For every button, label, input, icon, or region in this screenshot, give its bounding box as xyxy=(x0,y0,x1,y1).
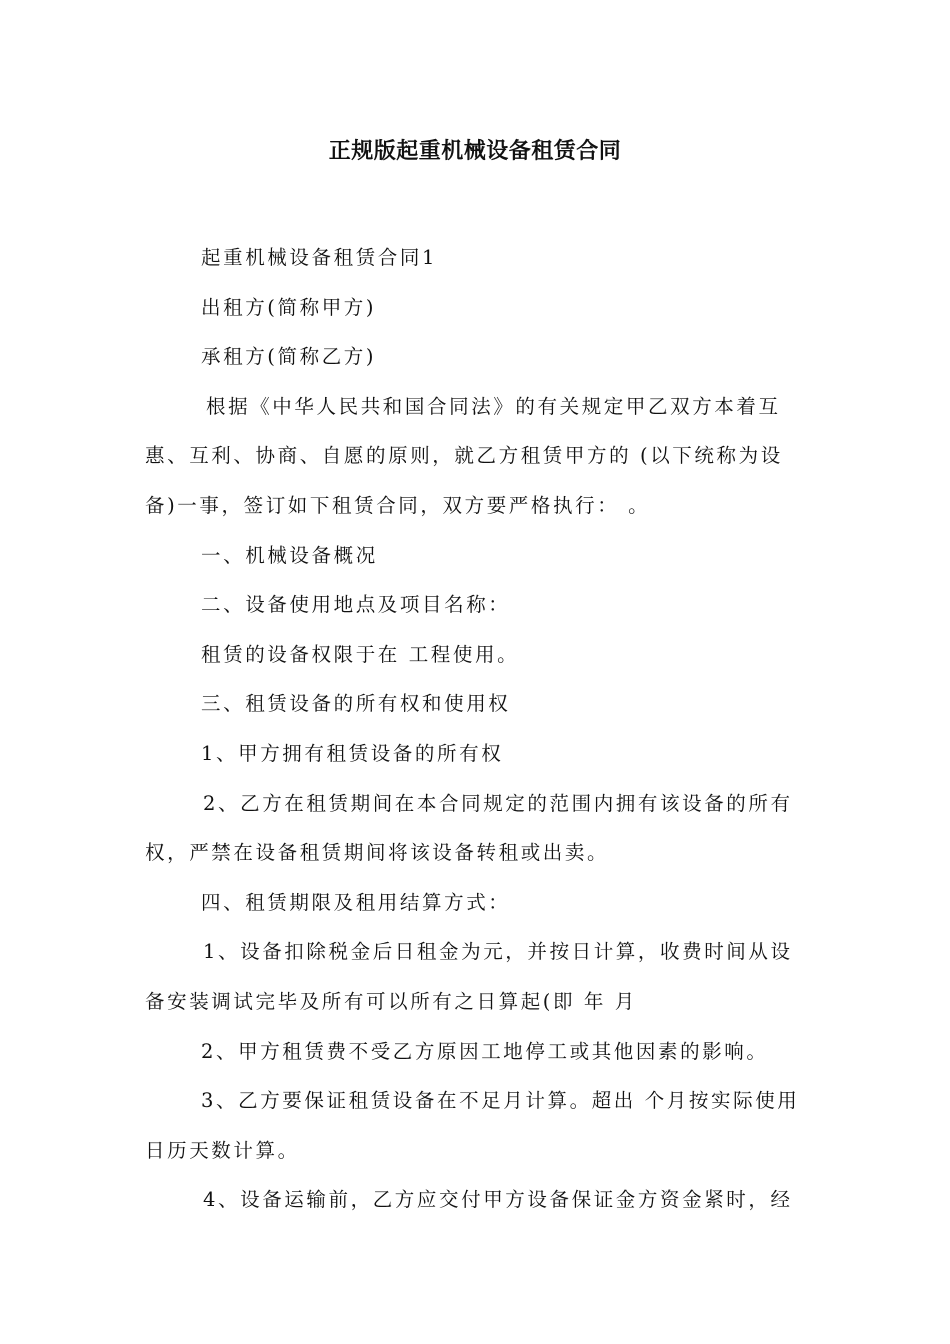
list-item: 2、甲方租赁费不受乙方原因工地停工或其他因素的影响。 xyxy=(201,1039,769,1063)
paragraph-line: 日历天数计算。 xyxy=(145,1138,300,1162)
paragraph-line: 权，严禁在设备租赁期间将该设备转租或出卖。 xyxy=(145,841,610,865)
paragraph-line: 出租方(简称甲方) xyxy=(201,295,377,319)
paragraph-line: 承租方(简称乙方) xyxy=(201,345,377,369)
document-body xyxy=(145,233,807,1225)
list-item: 1、甲方拥有租赁设备的所有权 xyxy=(201,741,504,765)
paragraph-line: 根据《中华人民共和国合同法》的有关规定甲乙双方本着互 xyxy=(206,394,781,418)
section-heading: 一、机械设备概况 xyxy=(201,543,378,567)
list-item: 3、乙方要保证租赁设备在不足月计算。超出 个月按实际使用 xyxy=(201,1089,800,1113)
section-heading: 二、设备使用地点及项目名称： xyxy=(201,593,511,617)
list-item: 1、设备扣除税金后日租金为元，并按日计算，收费时间从设 xyxy=(203,940,793,964)
paragraph-line: 备安装调试完毕及所有可以所有之日算起(即 年 月 xyxy=(145,989,637,1013)
paragraph-line: 备)一事，签订如下租赁合同，双方要严格执行： 。 xyxy=(145,493,651,517)
paragraph-line: 惠、互利、协商、自愿的原则，就乙方租赁甲方的 (以下统称为设 xyxy=(145,444,783,468)
paragraph-line: 起重机械设备租赁合同1 xyxy=(201,246,438,269)
paragraph-line: 租赁的设备权限于在 工程使用。 xyxy=(201,642,520,666)
list-item: 4、设备运输前，乙方应交付甲方设备保证金方资金紧时，经 xyxy=(203,1188,793,1212)
section-heading: 四、租赁期限及租用结算方式： xyxy=(201,890,511,914)
section-heading: 三、租赁设备的所有权和使用权 xyxy=(201,692,511,716)
list-item: 2、乙方在租赁期间在本合同规定的范围内拥有该设备的所有 xyxy=(203,791,793,815)
document-title: 正规版起重机械设备租赁合同 xyxy=(328,139,622,164)
